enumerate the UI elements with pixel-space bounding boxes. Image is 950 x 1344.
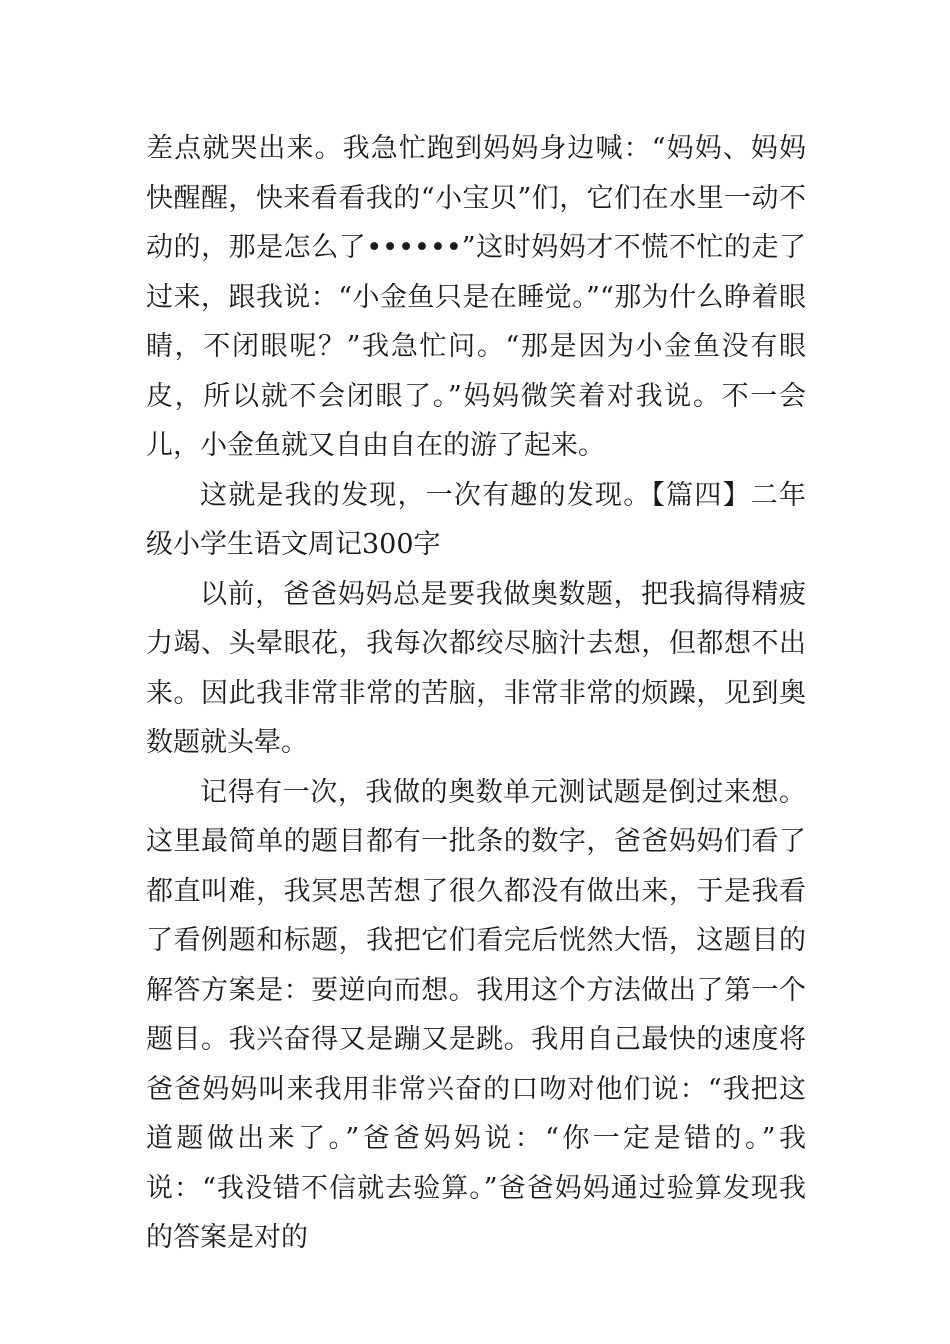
document-page <box>146 124 806 1263</box>
paragraph-discovery-heading: 这就是我的发现，一次有趣的发现。【篇四】二年级小学生语文周记300字 <box>146 479 806 560</box>
paragraph-olympiad-intro: 以前，爸爸妈妈总是要我做奥数题，把我搞得精疲力竭、头晕眼花，我每次都绞尽脑汁去想，但都想不出来。因此我非常非常的苦脑，非常非常的烦躁，见到奥数题就头晕。 <box>146 578 806 758</box>
paragraph-continued: 差点就哭出来。我急忙跑到妈妈身边喊：“妈妈、妈妈快醒醒，快来看看我的“小宝贝”们，它们在水里一动不动的，那是怎么了••••••”这时妈妈才不慌不忙的走了过来，跟我说：“小金鱼只是在睡觉。”“那为什么睁着眼睛，不闭眼呢？”我急忙问。“那是因为小金鱼没有眼皮，所以就不会闭眼了。”妈妈微笑着对我说。不一会儿，小金鱼就又自由自在的游了起来。 <box>146 133 806 461</box>
paragraph-olympiad-story: 记得有一次，我做的奥数单元测试题是倒过来想。这里最简单的题目都有一批条的数字，爸爸妈妈们看了都直叫难，我冥思苦想了很久都没有做出来，于是我看了看例题和标题，我把它们看完后恍然大悟，这题目的解答方案是：要逆向而想。我用这个方法做出了第一个题目。我兴奋得又是蹦又是跳。我用自己最快的速度将爸爸妈妈叫来我用非常兴奋的口吻对他们说：“我把这道题做出来了。”爸爸妈妈说：“你一定是错的。”我说：“我没错不信就去验算。”爸爸妈妈通过验算发现我的答案是对的 <box>146 776 806 1253</box>
